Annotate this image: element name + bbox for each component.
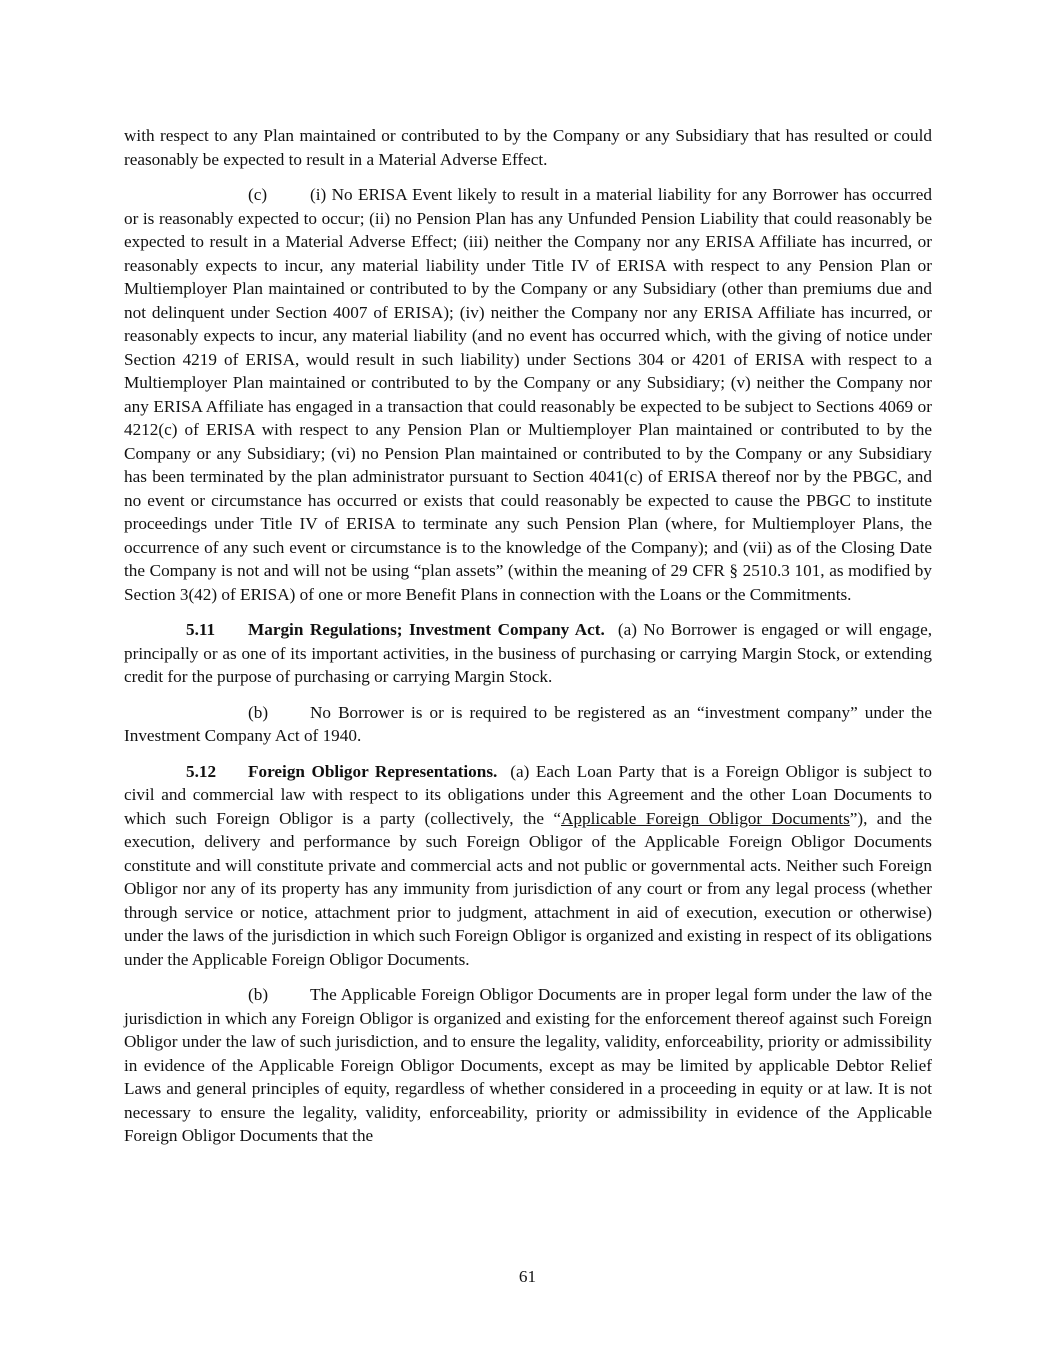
paragraph-text: ”), and the execution, delivery and performance by such Foreign Obligor of the Applicable Foreign Obligor Documents constitute and will constitute private and commercial acts and not public or governmental acts. Neither such Foreign Obligor nor any of its property has any immunity from jurisdiction of any court or from any legal process (whether through service or notice, attachment prior to judgment, attachment in aid of execution, execution or otherwise) under the laws of the jurisdiction in which such Foreign Obligor is organized and existing in respect of its obligations under the Applicable Foreign Obligor Documents. [124,808,933,969]
section-5-12 [124,760,932,972]
page-number: 61 [518,1267,537,1286]
paragraph-text: with respect to any Plan maintained or contributed to by the Company or any Subsidiary that has resulted or could reasonably be expected to result in a Material Adverse Effect. [124,126,932,169]
paragraph-text: (a) No Borrower is engaged or will engage, principally or as one of its important activities, in the business of purchasing or carrying Margin Stock, or extending credit for the purpose of purchasing or carrying Margin Stock. [124,620,932,686]
subsection-label: (b) [248,702,269,722]
paragraph-text: The Applicable Foreign Obligor Documents are in proper legal form under the law of the jurisdiction in which any Foreign Obligor is organized and existing for the enforcement thereof against such Foreign Obligor under the law of such jurisdiction, and to ensure the legality, validity, enforceability, priority or admissibility in evidence of the Applicable Foreign Obligor Documents, except as may be limited by applicable Debtor Relief Laws and general principles of equity, regardless of whether considered in a proceeding in equity or at law. It is not necessary to ensure the legality, validity, enforceability, priority or admissibility in evidence of the Applicable Foreign Obligor Documents that the [124,985,932,1145]
paragraph-c-erisa [124,183,932,606]
section-number: 5.11 [186,620,216,639]
section-number: 5.12 [186,761,217,781]
section-5-11-b [124,701,932,748]
subsection-label: (b) [248,985,269,1004]
section-5-11 [124,618,932,689]
document-page [124,124,932,1160]
paragraph-continuation [124,124,932,171]
section-heading: Margin Regulations; Investment Company Act. [248,620,605,639]
paragraph-text: (a) Each Loan Party that is a Foreign Obligor is subject to civil and commercial law with respect to its obligations under this Agreement and the other Loan Documents to which such Foreign Obligor is a party (collectively, the “ [124,761,933,828]
paragraph-text: No Borrower is or is required to be registered as an “investment company” under the Investment Company Act of 1940. [124,702,932,745]
paragraph-text: (i) No ERISA Event likely to result in a material liability for any Borrower has occurred or is reasonably expected to occur; (ii) no Pension Plan has any Unfunded Pension Liability that could reasonably be expected to result in a Material Adverse Effect; (iii) neither the Company nor any ERISA Affiliate has incurred, or reasonably expects to incur, any material liability under Title IV of ERISA with respect to any Pension Plan or Multiemployer Plan maintained or contributed to by the Company or any Subsidiary (other than premiums due and not delinquent under Section 4007 of ERISA); (iv) neither the Company nor any ERISA Affiliate has incurred, or reasonably expects to incur, any material liability (and no event has occurred which, with the giving of notice under Section 4219 of ERISA, would result in such liability) under Sections 304 or 4201 of ERISA with respect to a Multiemployer Plan maintained or contributed to by the Company or any Subsidiary; (v) neither the Company nor any ERISA Affiliate has engaged in a transaction that could reasonably be expected to be subject to Sections 4069 or 4212(c) of ERISA with respect to any Pension Plan or Multiemployer Plan maintained or contributed to by the Company or any Subsidiary; (vi) no Pension Plan maintained or contributed to by the Company or any Subsidiary has been terminated by the plan administrator pursuant to Section 4041(c) of ERISA thereof nor by the PBGC, and no event or circumstance has occurred or exists that could reasonably be expected to cause the PBGC to institute proceedings under Title IV of ERISA to terminate any such Pension Plan (where, for Multiemployer Plans, the occurrence of any such event or circumstance is to the knowledge of the Company); and (vii) as of the Closing Date the Company is not and will not be using “plan assets” (within the meaning of 29 CFR § 2510.3 101, as modified by Section 3(42) of ERISA) of one or more Benefit Plans in connection with the Loans or the Commitments. [124,185,932,604]
defined-term: Applicable Foreign Obligor Documents [561,808,850,828]
section-heading: Foreign Obligor Representations. [248,761,498,781]
subsection-label: (c) [248,185,268,204]
section-5-12-b [124,983,932,1148]
